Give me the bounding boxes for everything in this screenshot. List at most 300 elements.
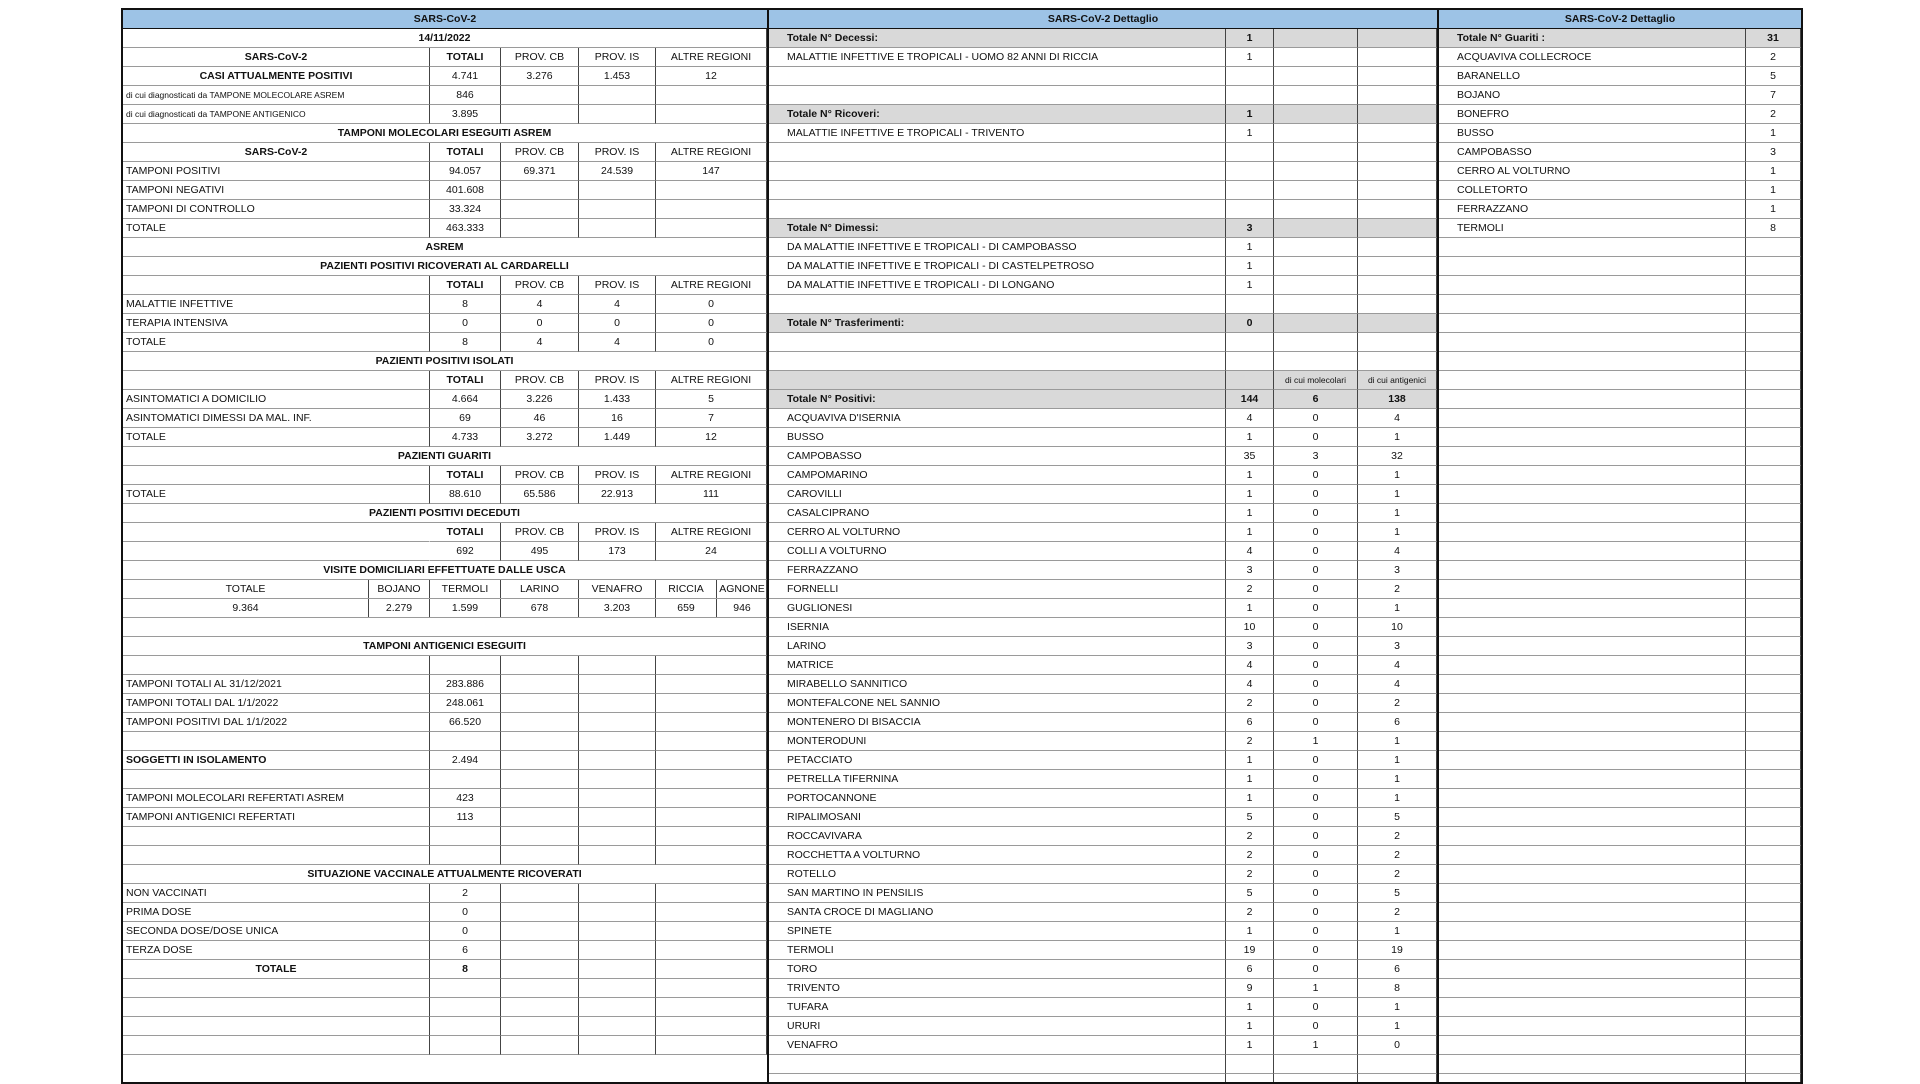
- row-label: TERZA DOSE: [123, 941, 430, 960]
- empty-cell: [1226, 162, 1274, 181]
- row-label: DA MALATTIE INFETTIVE E TROPICALI - DI LONGANO: [769, 276, 1226, 295]
- empty-cell: [501, 1036, 579, 1055]
- ricoveri-total-label: Totale N° Ricoveri:: [769, 105, 1226, 124]
- empty-cell: [769, 371, 1226, 390]
- table-cell: 1: [1358, 485, 1437, 504]
- empty-cell: [123, 732, 430, 751]
- empty-cell: [579, 713, 656, 732]
- panel-header: SARS-CoV-2: [123, 10, 767, 29]
- table-cell: 1: [1358, 751, 1437, 770]
- column-header: PROV. CB: [501, 276, 579, 295]
- table-cell: 1: [1226, 124, 1274, 143]
- column-header: PROV. IS: [579, 466, 656, 485]
- table-cell: 423: [430, 789, 501, 808]
- table-cell: 3: [1226, 561, 1274, 580]
- empty-cell: [123, 371, 430, 390]
- table-cell: 8: [430, 333, 501, 352]
- section-title: PAZIENTI GUARITI: [123, 447, 767, 466]
- table-cell: 24: [656, 542, 767, 561]
- table-cell: 1: [1746, 162, 1801, 181]
- table-cell: 0: [430, 922, 501, 941]
- table-cell: 24.539: [579, 162, 656, 181]
- table-cell: 0: [1274, 656, 1358, 675]
- table-cell: 0: [656, 314, 767, 333]
- empty-cell: [123, 998, 430, 1017]
- total-value: 1: [1226, 29, 1274, 48]
- empty-cell: [1439, 390, 1746, 409]
- table-cell: 147: [656, 162, 767, 181]
- table-cell: 401.608: [430, 181, 501, 200]
- table-cell: 3.272: [501, 428, 579, 447]
- table-cell: 1: [1226, 485, 1274, 504]
- empty-cell: [1746, 580, 1801, 599]
- table-cell: 2: [1358, 903, 1437, 922]
- visite-header-row: [123, 580, 767, 599]
- empty-cell: [1226, 200, 1274, 219]
- table-cell: 0: [579, 314, 656, 333]
- table-cell: 94.057: [430, 162, 501, 181]
- column-header: ALTRE REGIONI: [656, 143, 767, 162]
- table-cell: 4: [1226, 409, 1274, 428]
- empty-cell: [1274, 1074, 1358, 1084]
- table-cell: 1: [1226, 523, 1274, 542]
- table-cell: 4: [579, 333, 656, 352]
- empty-cell: [656, 675, 767, 694]
- empty-cell: [1439, 542, 1746, 561]
- empty-cell: [1439, 922, 1746, 941]
- table-cell: 2: [430, 884, 501, 903]
- empty-cell: [1746, 656, 1801, 675]
- table-cell: 1: [1358, 599, 1437, 618]
- empty-cell: [769, 352, 1226, 371]
- empty-cell: [656, 770, 767, 789]
- decessi-total-label: Totale N° Decessi:: [769, 29, 1226, 48]
- table-cell: 3: [1746, 143, 1801, 162]
- empty-cell: [1226, 181, 1274, 200]
- comune-name: PETRELLA TIFERNINA: [769, 770, 1226, 789]
- column-header: PROV. IS: [579, 371, 656, 390]
- empty-cell: [1439, 637, 1746, 656]
- row-label: SOGGETTI IN ISOLAMENTO: [123, 751, 430, 770]
- empty-cell: [656, 86, 767, 105]
- table-cell: 0: [1274, 941, 1358, 960]
- empty-cell: [769, 181, 1226, 200]
- empty-cell: [1439, 504, 1746, 523]
- column-header: PROV. IS: [579, 48, 656, 67]
- column-header: TOTALI: [430, 371, 501, 390]
- table-cell: 0: [1274, 827, 1358, 846]
- column-header: di cui antigenici: [1358, 371, 1437, 390]
- comune-name: ISERNIA: [769, 618, 1226, 637]
- empty-cell: [1439, 675, 1746, 694]
- empty-cell: [1439, 238, 1746, 257]
- empty-cell: [501, 846, 579, 865]
- row-label: SECONDA DOSE/DOSE UNICA: [123, 922, 430, 941]
- table-cell: 0: [1274, 789, 1358, 808]
- table-cell: 4: [1358, 542, 1437, 561]
- empty-cell: [1746, 789, 1801, 808]
- comune-name: CAMPOMARINO: [769, 466, 1226, 485]
- riepilogo-grid: [123, 29, 767, 1055]
- empty-cell: [1746, 675, 1801, 694]
- empty-cell: [1226, 295, 1274, 314]
- empty-cell: [1274, 219, 1358, 238]
- guariti-total-label: Totale N° Guariti :: [1439, 29, 1746, 48]
- row-label: TAMPONI TOTALI AL 31/12/2021: [123, 675, 430, 694]
- table-cell: 32: [1358, 447, 1437, 466]
- table-cell: 0: [656, 333, 767, 352]
- table-cell: 1: [1358, 770, 1437, 789]
- comune-name: CAMPOBASSO: [1439, 143, 1746, 162]
- comune-name: CAMPOBASSO: [769, 447, 1226, 466]
- table-cell: 1: [1358, 922, 1437, 941]
- table-cell: 1: [1226, 789, 1274, 808]
- empty-cell: [1439, 580, 1746, 599]
- table-cell: 6: [1226, 960, 1274, 979]
- table-cell: [579, 181, 656, 200]
- empty-cell: [123, 466, 430, 485]
- empty-cell: [1746, 542, 1801, 561]
- table-cell: 0: [1274, 770, 1358, 789]
- empty-cell: [656, 1017, 767, 1036]
- empty-cell: [1358, 200, 1437, 219]
- empty-cell: [769, 333, 1226, 352]
- empty-cell: [1358, 352, 1437, 371]
- empty-cell: [656, 751, 767, 770]
- column-header: TOTALI: [430, 48, 501, 67]
- dettaglio-panel: [767, 8, 1439, 1084]
- empty-cell: [769, 1055, 1226, 1074]
- comune-name: MONTENERO DI BISACCIA: [769, 713, 1226, 732]
- empty-cell: [1746, 922, 1801, 941]
- empty-cell: [579, 789, 656, 808]
- table-cell: 4: [1226, 542, 1274, 561]
- table-cell: 33.324: [430, 200, 501, 219]
- empty-cell: [430, 827, 501, 846]
- empty-cell: [1439, 352, 1746, 371]
- empty-cell: [656, 1036, 767, 1055]
- table-cell: 7: [1746, 86, 1801, 105]
- table-cell: 9.364: [123, 599, 369, 617]
- empty-cell: [123, 618, 767, 637]
- table-cell: 1: [1226, 1036, 1274, 1055]
- empty-cell: [579, 1036, 656, 1055]
- empty-cell: [1439, 770, 1746, 789]
- table-cell: 2: [1358, 694, 1437, 713]
- comune-name: BARANELLO: [1439, 67, 1746, 86]
- total-value: 0: [1226, 314, 1274, 333]
- table-cell: 2: [1226, 694, 1274, 713]
- comune-name: SPINETE: [769, 922, 1226, 941]
- comune-name: CAROVILLI: [769, 485, 1226, 504]
- empty-cell: [1439, 903, 1746, 922]
- empty-cell: [430, 1017, 501, 1036]
- empty-cell: [1439, 789, 1746, 808]
- empty-cell: [1439, 960, 1746, 979]
- table-cell: 1: [1358, 1017, 1437, 1036]
- table-cell: 0: [1274, 751, 1358, 770]
- comune-name: SAN MARTINO IN PENSILIS: [769, 884, 1226, 903]
- empty-cell: [1439, 428, 1746, 447]
- table-cell: 0: [1274, 599, 1358, 618]
- table-cell: 8: [1746, 219, 1801, 238]
- table-cell: 10: [1358, 618, 1437, 637]
- empty-cell: [123, 1017, 430, 1036]
- empty-cell: [430, 1036, 501, 1055]
- row-label: NON VACCINATI: [123, 884, 430, 903]
- empty-cell: [430, 656, 501, 675]
- table-cell: 1.453: [579, 67, 656, 86]
- table-cell: 3.226: [501, 390, 579, 409]
- comune-name: MATRICE: [769, 656, 1226, 675]
- table-cell: 0: [1274, 409, 1358, 428]
- table-cell: 2: [1226, 865, 1274, 884]
- table-cell: 5: [656, 390, 767, 409]
- row-label: TAMPONI DI CONTROLLO: [123, 200, 430, 219]
- comune-name: TUFARA: [769, 998, 1226, 1017]
- empty-cell: [1746, 523, 1801, 542]
- empty-cell: [1358, 67, 1437, 86]
- column-header: TOTALI: [430, 276, 501, 295]
- comune-name: ROCCAVIVARA: [769, 827, 1226, 846]
- empty-cell: [1439, 846, 1746, 865]
- comune-name: COLLETORTO: [1439, 181, 1746, 200]
- comune-name: BUSSO: [1439, 124, 1746, 143]
- table-cell: 3.895: [430, 105, 501, 124]
- table-cell: 248.061: [430, 694, 501, 713]
- table-cell: 1: [1226, 428, 1274, 447]
- comune-name: ROCCHETTA A VOLTURNO: [769, 846, 1226, 865]
- table-cell: 2: [1226, 580, 1274, 599]
- empty-cell: [501, 789, 579, 808]
- table-cell: 2: [1226, 827, 1274, 846]
- empty-cell: [501, 751, 579, 770]
- empty-cell: [1358, 257, 1437, 276]
- empty-cell: [1274, 162, 1358, 181]
- empty-cell: [1746, 998, 1801, 1017]
- table-cell: 6: [430, 941, 501, 960]
- row-label: TAMPONI POSITIVI: [123, 162, 430, 181]
- empty-cell: [769, 200, 1226, 219]
- empty-cell: [579, 656, 656, 675]
- table-cell: 0: [1274, 884, 1358, 903]
- empty-cell: [1746, 295, 1801, 314]
- table-cell: 69.371: [501, 162, 579, 181]
- table-cell: [656, 181, 767, 200]
- empty-cell: [1746, 333, 1801, 352]
- empty-cell: [656, 979, 767, 998]
- empty-cell: [1358, 105, 1437, 124]
- table-cell: 0: [1358, 1036, 1437, 1055]
- empty-cell: [1746, 941, 1801, 960]
- empty-cell: [1358, 314, 1437, 333]
- empty-cell: [1274, 124, 1358, 143]
- empty-cell: [656, 808, 767, 827]
- empty-cell: [656, 922, 767, 941]
- comune-name: ACQUAVIVA COLLECROCE: [1439, 48, 1746, 67]
- table-cell: 19: [1358, 941, 1437, 960]
- table-cell: 5: [1746, 67, 1801, 86]
- table-cell: 1.599: [430, 599, 501, 617]
- row-label: DA MALATTIE INFETTIVE E TROPICALI - DI CASTELPETROSO: [769, 257, 1226, 276]
- table-cell: 2: [1226, 846, 1274, 865]
- table-cell: 7: [656, 409, 767, 428]
- empty-cell: [1746, 447, 1801, 466]
- comune-name: ROTELLO: [769, 865, 1226, 884]
- empty-cell: [1439, 1055, 1746, 1074]
- comune-name: PORTOCANNONE: [769, 789, 1226, 808]
- empty-cell: [1746, 257, 1801, 276]
- column-header: TOTALI: [430, 523, 501, 542]
- table-cell: 88.610: [430, 485, 501, 504]
- row-label: DA MALATTIE INFETTIVE E TROPICALI - DI CAMPOBASSO: [769, 238, 1226, 257]
- table-cell: [656, 219, 767, 238]
- empty-cell: [501, 675, 579, 694]
- table-cell: 10: [1226, 618, 1274, 637]
- empty-cell: [1226, 86, 1274, 105]
- table-cell: 0: [1274, 865, 1358, 884]
- column-header: TOTALI: [430, 143, 501, 162]
- empty-cell: [656, 694, 767, 713]
- table-cell: 2: [1746, 105, 1801, 124]
- table-cell: 2: [1358, 846, 1437, 865]
- column-header: PROV. CB: [501, 466, 579, 485]
- empty-cell: [579, 770, 656, 789]
- table-cell: 6: [1358, 713, 1437, 732]
- table-cell: 659: [656, 599, 717, 617]
- empty-cell: [1358, 86, 1437, 105]
- empty-cell: [1439, 561, 1746, 580]
- table-cell: 5: [1226, 808, 1274, 827]
- table-cell: 1: [1358, 504, 1437, 523]
- table-cell: 4: [1226, 656, 1274, 675]
- comune-name: URURI: [769, 1017, 1226, 1036]
- table-cell: 678: [501, 599, 579, 617]
- table-cell: 846: [430, 86, 501, 105]
- empty-cell: [1358, 143, 1437, 162]
- table-cell: 8: [430, 295, 501, 314]
- table-cell: [579, 200, 656, 219]
- table-cell: 46: [501, 409, 579, 428]
- table-cell: 22.913: [579, 485, 656, 504]
- empty-cell: [1274, 333, 1358, 352]
- comune-name: VENAFRO: [769, 1036, 1226, 1055]
- table-cell: 0: [1274, 618, 1358, 637]
- empty-cell: [579, 1017, 656, 1036]
- empty-cell: [1439, 979, 1746, 998]
- row-label: TAMPONI ANTIGENICI REFERTATI: [123, 808, 430, 827]
- table-cell: 0: [1274, 1017, 1358, 1036]
- row-label: TOTALE: [123, 485, 430, 504]
- empty-cell: [579, 808, 656, 827]
- empty-cell: [1439, 618, 1746, 637]
- row-label: MALATTIE INFETTIVE: [123, 295, 430, 314]
- empty-cell: [1439, 865, 1746, 884]
- empty-cell: [656, 998, 767, 1017]
- row-label: TOTALE: [123, 960, 430, 979]
- comune-name: BUSSO: [769, 428, 1226, 447]
- table-cell: 0: [1274, 713, 1358, 732]
- empty-cell: [1358, 162, 1437, 181]
- empty-cell: [123, 656, 430, 675]
- empty-cell: [501, 656, 579, 675]
- table-cell: 0: [1274, 504, 1358, 523]
- empty-cell: [501, 713, 579, 732]
- table-cell: 0: [656, 295, 767, 314]
- table-cell: 1: [1226, 998, 1274, 1017]
- guariti-panel: [1437, 8, 1803, 1084]
- empty-cell: [1439, 941, 1746, 960]
- empty-cell: [1439, 998, 1746, 1017]
- empty-cell: [1439, 295, 1746, 314]
- row-label: TAMPONI NEGATIVI: [123, 181, 430, 200]
- comune-name: CERRO AL VOLTURNO: [1439, 162, 1746, 181]
- empty-cell: [1439, 371, 1746, 390]
- empty-cell: [501, 808, 579, 827]
- empty-cell: [656, 903, 767, 922]
- table-cell: 1: [1226, 751, 1274, 770]
- table-cell: 35: [1226, 447, 1274, 466]
- table-cell: 9: [1226, 979, 1274, 998]
- panel-header: SARS-CoV-2 Dettaglio: [769, 10, 1437, 29]
- column-header: VENAFRO: [579, 580, 656, 598]
- empty-cell: [501, 827, 579, 846]
- empty-cell: [656, 827, 767, 846]
- empty-cell: [1274, 1055, 1358, 1074]
- empty-cell: [1226, 1074, 1274, 1084]
- comune-name: ACQUAVIVA D'ISERNIA: [769, 409, 1226, 428]
- table-cell: 1: [1746, 124, 1801, 143]
- empty-cell: [501, 770, 579, 789]
- table-cell: 4.733: [430, 428, 501, 447]
- section-title: TAMPONI MOLECOLARI ESEGUITI ASREM: [123, 124, 767, 143]
- empty-cell: [1746, 827, 1801, 846]
- comune-name: RIPALIMOSANI: [769, 808, 1226, 827]
- empty-cell: [1746, 238, 1801, 257]
- empty-cell: [1439, 257, 1746, 276]
- empty-cell: [579, 675, 656, 694]
- comune-name: TORO: [769, 960, 1226, 979]
- column-header: AGNONE: [719, 583, 765, 595]
- comune-name: SANTA CROCE DI MAGLIANO: [769, 903, 1226, 922]
- empty-cell: [1226, 371, 1274, 390]
- column-header: PROV. CB: [501, 48, 579, 67]
- table-cell: 19: [1226, 941, 1274, 960]
- empty-cell: [579, 903, 656, 922]
- table-cell: 2: [1358, 827, 1437, 846]
- table-cell: 12: [656, 67, 767, 86]
- empty-cell: [769, 67, 1226, 86]
- table-cell: 0: [430, 903, 501, 922]
- column-header: PROV. CB: [501, 523, 579, 542]
- table-cell: 1: [1274, 732, 1358, 751]
- empty-cell: [1274, 67, 1358, 86]
- table-cell: 5: [1226, 884, 1274, 903]
- report-date: 14/11/2022: [123, 29, 767, 48]
- empty-cell: [579, 922, 656, 941]
- table-cell: 3.276: [501, 67, 579, 86]
- table-cell: 69: [430, 409, 501, 428]
- empty-cell: [1439, 1074, 1746, 1084]
- table-cell: 1: [1358, 998, 1437, 1017]
- table-cell: 2: [1746, 48, 1801, 67]
- empty-cell: [656, 732, 767, 751]
- empty-cell: [501, 694, 579, 713]
- empty-cell: [656, 960, 767, 979]
- table-cell: 111: [656, 485, 767, 504]
- table-cell: 12: [656, 428, 767, 447]
- table-cell: 113: [430, 808, 501, 827]
